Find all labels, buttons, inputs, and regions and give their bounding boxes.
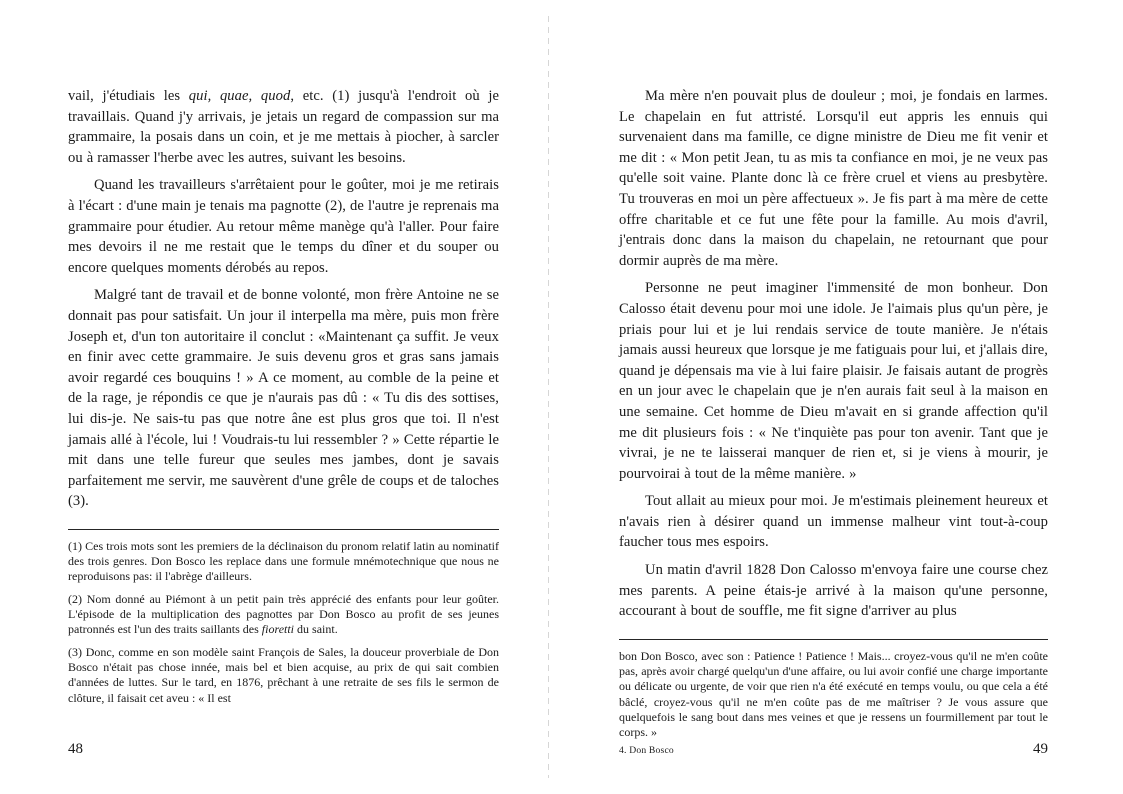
footnote-separator-rule (68, 529, 499, 530)
footnote: (2) Nom donné au Piémont à un petit pain très apprécié des enfants pour leur goûter. L'épisode de la multiplication des pagnottes par Don Bosco au profit de ses jeunes patronnés est l'un des traits saillants des fioretti du saint. (68, 591, 499, 637)
paragraph: Un matin d'avril 1828 Don Calosso m'envoya faire une course chez mes parents. A peine étais-je arrivé à la maison qu'une personne, accourant à bout de souffle, me fit signe d'arriver au plus (619, 562, 1048, 620)
left-page-text-block (68, 86, 499, 706)
page-number-right: 49 (1033, 741, 1048, 757)
page-number-left: 48 (68, 741, 83, 757)
footnote-separator-rule (619, 639, 1048, 640)
paragraph: Ma mère n'en pouvait plus de douleur ; moi, je fondais en larmes. Le chapelain en fut attristé. Lorsqu'il eut appris les ennuis qui survenaient dans ma famille, ce digne ministre de Dieu me fit venir et me dit : « Mon petit Jean, tu as mis ta confiance en moi, je ne veux pas qu'elle soit vaine. Plante donc là ce frère cruel et viens au presbytère. Tu trouveras en moi un père affectueux ». Je fis part à ma mère de cette offre charitable et ce fut une fête pour la famille. Au mois d'avril, j'entrais donc dans la maison du chapelain, ne retournant que pour dormir auprès de ma mère. (619, 88, 1048, 269)
footnote: (3) Donc, comme en son modèle saint François de Sales, la douceur proverbiale de Don Bosco n'était pas chose innée, mais bel et bien acquise, au prix de qui sait combien d'années de luttes. Sur le tard, en 1876, prêchant à une retraite de ses fils le sermon de clôture, il faisait cet aveu : « Il est (68, 644, 499, 705)
left-page (0, 0, 561, 794)
right-page-text-block (619, 86, 1048, 741)
paragraph: Malgré tant de travail et de bonne volonté, mon frère Antoine ne se donnait pas pour satisfait. Un jour il interpella ma mère, puis mon frère Joseph et, d'un ton autoritaire il conclut : «Maintenant ça suffit. Je veux en finir avec cette grammaire. Je suis devenu gros et gras sans jamais avoir regardé ces bouquins ! » A ce moment, au comble de la peine et de la rage, je répondis ce que je n'aurais pas dû : « Tu dis des sottises, lui dis-je. Ne sais-tu pas que notre âne est plus gros que toi. Il n'est jamais allé à l'école, lui ! Voudrais-tu lui ressembler ? » Cette répartie le mit dans une telle fureur que seules mes jambes, dont je savais parfaitement me servir, me sauvèrent d'une grêle de coups et de taloches (3). (68, 287, 499, 510)
paragraph: Personne ne peut imaginer l'immensité de mon bonheur. Don Calosso était devenu pour moi une idole. Je l'aimais plus qu'un père, je priais pour lui et je lui rendais service de toute manière. Je n'étais jamais aussi heureux que lorsque je me fatiguais pour lui, et j'allais dire, quand je dépensais ma vie à lui faire plaisir. Je faisais autant de progrès en un jour avec le chapelain que je n'en aurais fait seul à la maison en une semaine. Cet homme de Dieu m'avait en si grande affection qu'il me dit plusieurs fois : « Ne t'inquiète pas pour ton avenir. Tant que je vivrai, je ne te laisserai manquer de rien et, si je viens à mourir, je pourvoirai à tout de la même manière. » (619, 280, 1048, 482)
running-head: 4. Don Bosco (619, 745, 674, 756)
page-gutter-fold (548, 16, 549, 778)
footnotes-right (619, 639, 1048, 741)
paragraph: vail, j'étudiais les qui, quae, quod, etc. (1) jusqu'à l'endroit où je travaillais. Quand j'y arrivais, je jetais un regard de compassion sur ma grammaire, la posais dans un coin, et je me mettais à piocher, à sarcler ou à ramasser l'herbe avec les autres, suivant les besoins. (68, 88, 500, 166)
footnote-continuation: bon Don Bosco, avec son : Patience ! Patience ! Mais... croyez-vous qu'il ne m'en coûte pas, après avoir chargé quelqu'un d'une affaire, ou lui avoir confié une charge importante ou délicate ou urgente, de voir que rien n'a été exécuté en temps voulu, ou que cela a été bâclé, croyez-vous qu'il ne m'en coûte pas de me maîtriser ? Je vous assure que quelquefois le sang bout dans mes veines et que je ressens un fourmillement par tout le corps. » (619, 648, 1048, 740)
footnote: (1) Ces trois mots sont les premiers de la déclinaison du pronom relatif latin au nominatif des trois genres. Don Bosco les replace dans une formule mnémotechnique que nous ne reproduisons pas: il l'abrège d'ailleurs. (68, 538, 499, 584)
right-page (561, 0, 1122, 794)
paragraph: Quand les travailleurs s'arrêtaient pour le goûter, moi je me retirais à l'écart : d'une main je tenais ma pagnotte (2), de l'autre je reprenais ma grammaire pour étudier. Au retour même manège qu'à l'aller. Pour faire mes devoirs il ne me restait que le temps du dîner et du souper ou encore quelques moments dérobés au repos. (68, 177, 499, 276)
footnotes-left (68, 529, 499, 706)
paragraph: Tout allait au mieux pour moi. Je m'estimais pleinement heureux et n'avais rien à désirer quand un immense malheur vint tout-à-coup faucher tous mes espoirs. (619, 493, 1048, 551)
